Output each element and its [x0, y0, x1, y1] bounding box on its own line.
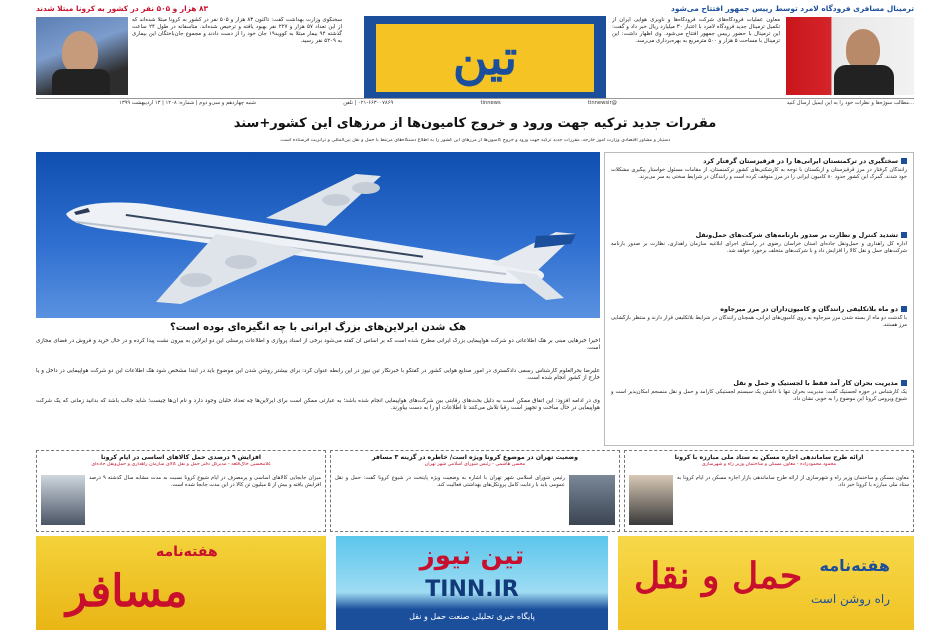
bullet-icon	[901, 158, 907, 164]
bottom-article-byline: محمود محمودزاده - معاون مسکن و ساختمان وزیر راه و شهرسازی	[701, 461, 837, 467]
tinnews-ad[interactable]	[336, 536, 608, 630]
spokesman-photo	[36, 17, 128, 95]
feature-body-1: اخیراً خبرهایی مبنی بر هک اطلاعاتی دو شرکت هواپیمایی بزرگ ایرانی مطرح شده است که بر اساس آن گفته می‌شود برخی از اسناد پروازی و اطلاعات پرسنلی این دو ایرلاین به بیرون نشت پیدا کرده و در حال خرید و فروش در فضای مجازی است.	[36, 338, 600, 352]
bullet-icon	[901, 380, 907, 386]
info-bar	[36, 98, 914, 107]
contact-right[interactable]: ۰۲۱-۶۶۳۰۰۷۸۶۹ | تلفن	[343, 99, 394, 106]
bottom-article-title: ارائه طرح ساماندهی اجاره مسکن به ستاد ملی مبارزه با کرونا	[674, 454, 864, 461]
sidebar-item-body: اداره کل راهداری و حمل‌ونقل جاده‌ای استان خراسان رضوی در راستای اجرای ابلاغیه سازمان راهداری، نظارت بر صدور بارنامه شرکت‌های حمل و نقل کالا را افزایش داد و با شرکت‌های متخلف برخورد خواهد شد.	[611, 241, 907, 254]
bottom-article-body: میزان جابجایی کالاهای اساسی و پرمصرف در ایام شیوع کرونا نسبت به مدت مشابه سال گذشته ۹ درصد افزایش یافته و بیش از ۵ میلیون تن کالا در این مدت جابجا شده است.	[89, 475, 321, 488]
sidebar-item[interactable]	[605, 227, 913, 301]
sidebar	[604, 152, 914, 446]
author-photo	[569, 475, 615, 525]
hamlonaghl-tagline: راه روشن است	[811, 592, 890, 606]
author-photo	[629, 475, 673, 525]
bottom-article[interactable]	[624, 450, 914, 532]
sidebar-item-title: مدیریت بحران کار آمد فقط با لجستیک و حمل و نقل	[733, 379, 898, 387]
tinnews-tagline: پایگاه خبری تحلیلی صنعت حمل و نقل	[409, 612, 535, 621]
bottom-article-title: افزایش ۹ درصدی حمل کالاهای اساسی در ایام کرونا	[101, 454, 261, 461]
mosafer-ad[interactable]	[36, 536, 326, 630]
main-subline: دستیار و مشاور اقتصادی وزارت امور خارجه، مقررات جدید ترکیه جهت ورود و خروج کامیون‌ها از مرزهای این کشور را به اطلاع دستگاه‌های مرتبط با حمل و نقل بین‌المللی و ترانزیت فرستاده است.	[279, 138, 671, 143]
left-story: سخنگوی وزارت بهداشت گفت: تاکنون ۸۳ هزار و ۵۰۵ نفر در کشور به کرونا مبتلا شده‌اند که از این تعداد ۵۷ هزار و ۲۲۷ نفر بهبود یافته و ترخیص شده‌اند. متاسفانه در طول ۲۴ ساعت گذشته ۹۴ بیمار مبتلا به کووید۱۹ جان خود را از دست دادند و مجموع جان‌باختگان این بیماری به ۵۲۰۹ نفر رسید.	[132, 17, 342, 45]
sidebar-item[interactable]	[605, 301, 913, 375]
bottom-article-title: وضعیت تهران در موضوع کرونا ویژه است/ خاطره در گزینه ۳ مسافر	[372, 454, 578, 461]
bottom-article-body: معاون مسکن و ساختمان وزیر راه و شهرسازی از ارائه طرح ساماندهی بازار اجاره مسکن در ایام کرونا به ستاد ملی مبارزه با کرونا خبر داد.	[677, 475, 909, 488]
feature-block	[36, 152, 600, 446]
bottom-article[interactable]	[330, 450, 620, 532]
bottom-articles	[36, 450, 914, 532]
logo[interactable]	[364, 16, 606, 98]
airplane-icon	[36, 152, 600, 318]
sidebar-item-body: یک کارشناس در حوزه لجستیک گفت: مدیریت بحران تنها با داشتن یک سیستم لجستیکی کارآمد و حمل و نقل منسجم امکان‌پذیر است و شیوع ویروس کرونا این موضوع را به خوبی نشان داد.	[611, 389, 907, 402]
tinnews-title: تین نیوز	[419, 541, 525, 571]
bullet-icon	[901, 306, 907, 312]
sidebar-item-body: رانندگان گرفتار در مرز قرقیزستان و ازبکستان با توجه به کارشکنی‌های کشور ترکمنستان، از مقامات مسئول خواستار پیگیری مشکلات خود شدند. گمرک این کشور حدود ۸۰ کامیون ایرانی را در مرز متوقف کرده است و رانندگان در شرایط سختی به سر می‌برند.	[611, 167, 907, 180]
top-right-headline[interactable]: ترمینال مسافری فرودگاه لامرد توسط رییس جمهور افتتاح می‌شود	[671, 4, 914, 13]
masthead	[0, 0, 950, 108]
bullet-icon	[901, 232, 907, 238]
airplane-image	[36, 152, 600, 318]
sidebar-item-title: تشدید کنترل و نظارت بر صدور بارنامه‌های شرکت‌های حمل‌ونقل	[695, 231, 898, 239]
feature-title[interactable]: هک شدن ایرلاین‌های بزرگ ایرانی با چه انگیزه‌ای بوده است؟	[169, 322, 467, 333]
feature-body-3: وی در ادامه افزود: این اتفاق ممکن است به دلیل بحث‌های رقابتی بین شرکت‌های هواپیمایی انجام شده باشد؛ به عبارتی ممکن است برای ایرلاین‌ها چه تعداد خلبان وجود دارد و نام آن‌ها چیست؛ شاید جالب باشد که بدانید زمانی که یک شرکت هواپیمایی در حال ساخت و تجهیز است رقبا تلاش می‌کنند تا اطلاعات او را به دست بیاورند.	[36, 398, 600, 412]
left-caption: ...مطالب سوژه‌ها و نظرات خود را به این ایمیل ارسال کنید	[786, 99, 914, 106]
logo-text: تین	[452, 30, 518, 86]
sidebar-item-title: سختگیری در ترکمنستان ایرانی‌ها را در قرقیزستان گرفتار کرد	[703, 157, 898, 165]
date-line: شنبه چهاردهم و سی‌و دوم | شماره: ۱۲۰۸ | ۱۳ اردیبهشت ۱۳۹۹	[119, 99, 256, 106]
hamlonaghl-ad[interactable]	[618, 536, 914, 630]
sidebar-item-body: با گذشت دو ماه از بسته شدن مرز میرجاوه به روی کامیون‌های ایرانی، همچنان رانندگان در شرایط بلاتکلیفی قرار دارند و منتظر بازگشایی مرز هستند.	[611, 315, 907, 328]
tinnews-url: TINN.IR	[425, 577, 519, 602]
right-story: معاون عملیات فرودگاه‌های شرکت فرودگاه‌ها و ناوبری هوایی ایران از تکمیل ترمینال جدید فرودگاه لامرد با اعتبار ۳۰ میلیارد ریال خبر داد و گفت: این ترمینال با حضور رییس جمهور افتتاح می‌شود. وی اظهار داشت: این ترمینال با مساحت ۵ هزار و ۵۰۰ مترمربع به بهره‌برداری می‌رسد.	[612, 17, 780, 45]
sidebar-item[interactable]	[605, 153, 913, 227]
hamlonaghl-small: هفته‌نامه	[819, 556, 890, 575]
author-photo	[41, 475, 85, 525]
ads-row	[36, 536, 914, 630]
deputy-photo	[786, 17, 914, 95]
sidebar-item[interactable]	[605, 375, 913, 445]
bottom-article[interactable]	[36, 450, 326, 532]
bottom-article-body: رئیس شورای اسلامی شهر تهران با اشاره به وضعیت ویژه پایتخت در شیوع کرونا گفت: حمل و نقل عمومی باید با رعایت کامل پروتکل‌های بهداشتی فعالیت کند.	[335, 475, 565, 488]
sidebar-item-title: دو ماه بلاتکلیفی رانندگان و کامیون‌داران در مرز میرجاوه	[720, 305, 898, 313]
feature-body-2: علیرضا بحرالعلوم کارشناس رسمی دادگستری در امور صنایع هوایی کشور در گفتگو با خبرنگار تین نیوز در این رابطه عنوان کرد: برای بیشتر روشن شدن این موضوع باید در ابتدا مشخص شود هک اطلاعات این دو شرکت هواپیمایی در داخل و یا خارج از کشور انجام شده است.	[36, 368, 600, 382]
bottom-article-byline: محسن هاشمی - رئیس شورای اسلامی شهر تهران	[424, 461, 526, 467]
bottom-article-byline: غلامحسین خاک‌قلعه - مدیرکل دفتر حمل و نقل کالای سازمان راهداری و حمل‌ونقل جاده‌ای	[91, 461, 271, 467]
mosafer-small: هفته‌نامه	[156, 544, 218, 560]
mosafer-big: مسافر	[66, 566, 188, 617]
top-left-headline[interactable]: ۸۳ هزار و ۵۰۵ نفر در کشور به کرونا مبتلا شدند	[36, 4, 208, 13]
hamlonaghl-big: حمل و نقل	[634, 555, 803, 597]
contact-left[interactable]: @tinnewsir	[587, 99, 617, 106]
main-headline[interactable]: مقررات جدید ترکیه جهت ورود و خروج کامیون‌ها از مرزهای این کشور+سند	[233, 116, 717, 131]
contact-mid[interactable]: tinnews	[480, 99, 501, 106]
